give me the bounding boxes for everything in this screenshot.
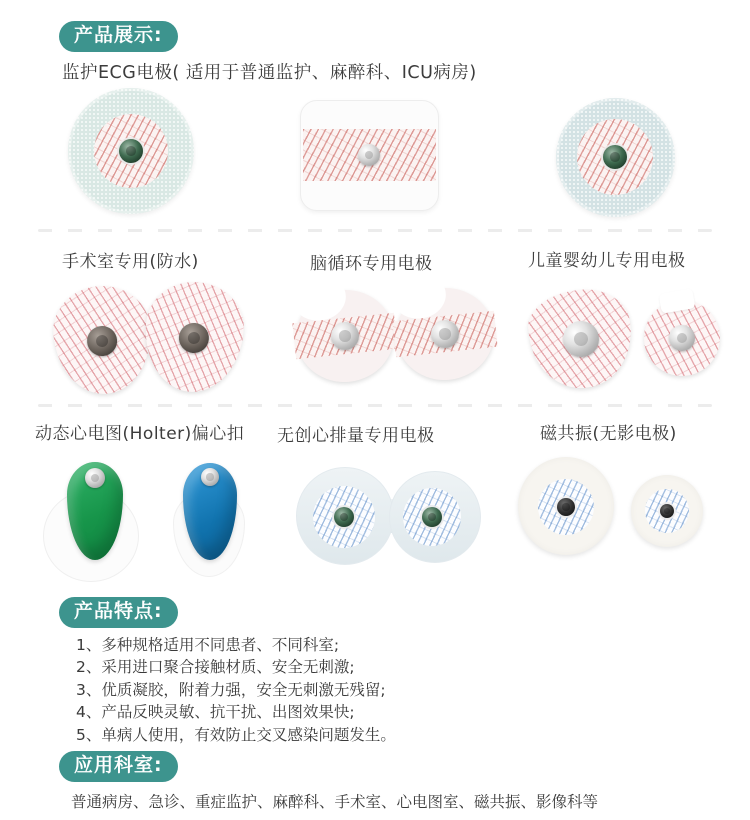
section-badge-product-showcase: 产品展示: [59,21,178,52]
section-badge-departments: 应用科室: [59,751,178,782]
bean-electrode [291,285,398,387]
round-tab-electrode [644,300,720,376]
product-image-operating-room-electrodes [52,280,252,398]
snap-button-icon [119,139,143,163]
title-brain-circulation: 脑循环专用电极 [310,254,433,274]
feature-item-2: 2、采用进口聚合接触材质、安全无刺激; [76,658,355,677]
title-holter: 动态心电图(Holter)偏心扣 [35,424,245,444]
snap-button-icon [561,319,602,360]
electrode-tab [659,288,696,314]
product-image-children-electrodes [528,284,724,396]
product-image-square-electrode [300,100,439,211]
features-list [76,634,396,746]
snap-button-icon [334,507,354,527]
feature-item-5: 5、单病人使用，有效防止交叉感染问题发生。 [76,725,396,744]
dashed-divider-2 [38,404,712,407]
snap-button-icon [603,145,627,169]
section-badge-product-features: 产品特点: [59,597,178,628]
snap-button-icon [422,507,442,527]
departments-text: 普通病房、急诊、重症监护、麻醉科、手术室、心电图室、磁共振、影像科等 [71,793,599,811]
drop-electrode [524,283,639,394]
snap-button-icon [201,468,219,486]
snap-button-icon [85,468,105,488]
title-monitoring-ecg: 监护ECG电极( 适用于普通监护、麻醉科、ICU病房) [62,63,477,83]
feature-item-3: 3、优质凝胶，附着力强，安全无刺激无残留; [76,680,386,699]
product-image-round-electrode-left [68,88,194,214]
product-image-round-electrode-right [556,98,675,217]
feature-item-4: 4、产品反映灵敏、抗干扰、出图效果快; [76,703,355,722]
feature-item-1: 1、多种规格适用不同患者、不同科室; [76,636,340,654]
bean-electrode [391,283,498,385]
snap-button-icon [660,504,674,518]
product-image-cardiac-output-electrode [296,465,486,569]
snap-button-icon [669,325,695,351]
snap-button-icon [86,325,119,358]
snap-button-icon [557,498,575,516]
product-image-brain-electrodes [296,288,496,388]
title-mri: 磁共振(无影电极) [540,424,677,444]
dashed-divider-1 [38,229,712,232]
egg-electrode [140,278,247,396]
title-children-infant: 儿童婴幼儿专用电极 [528,251,686,271]
title-cardiac-output: 无创心排量专用电极 [277,426,435,446]
egg-electrode [49,282,155,398]
snap-button-icon [178,322,211,355]
snap-button-icon [358,144,380,166]
product-image-mri-electrodes [515,455,725,583]
title-operating-room: 手术室专用(防水) [62,252,199,272]
product-image-holter-electrodes [40,455,255,590]
